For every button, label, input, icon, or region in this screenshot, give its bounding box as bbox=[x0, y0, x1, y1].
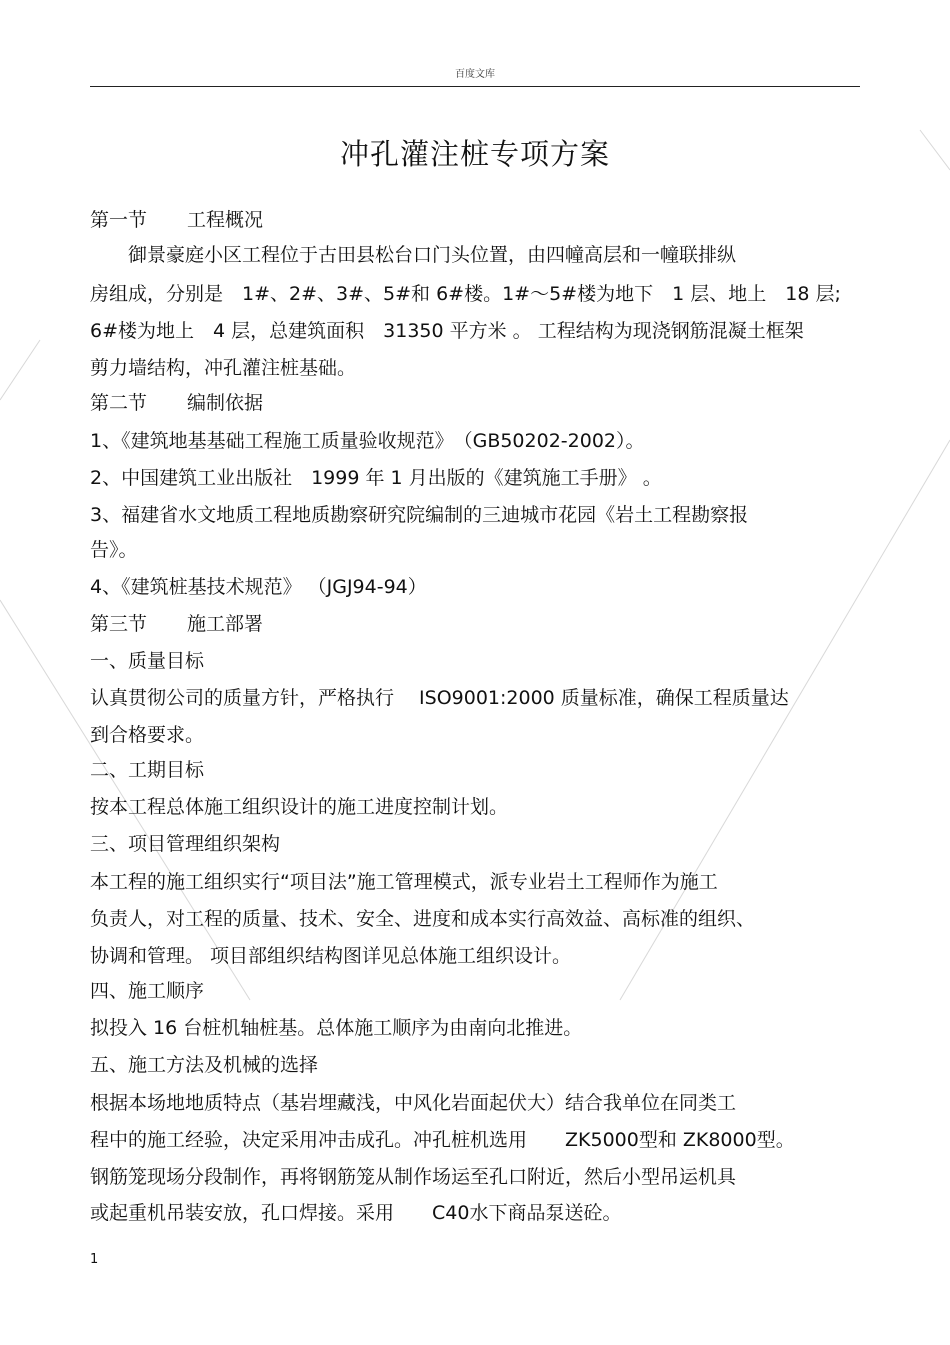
section-number: 第三节 bbox=[90, 613, 148, 635]
page-number: 1 bbox=[90, 1252, 99, 1267]
body-line: 拟投入 16 台桩机轴桩基。总体施工顺序为由南向北推进。 bbox=[90, 1017, 583, 1039]
section-heading-2 bbox=[90, 390, 263, 416]
body-line: 认真贯彻公司的质量方针，严格执行 ISO9001:2000 质量标准，确保工程质量达 bbox=[90, 687, 789, 709]
subheading-quality: 一、质量目标 bbox=[90, 650, 205, 672]
body-line: 本工程的施工组织实行“项目法”施工管理模式，派专业岩土工程师作为施工 bbox=[90, 871, 718, 893]
subheading-sequence: 四、施工顺序 bbox=[90, 980, 205, 1002]
body-line: 到合格要求。 bbox=[90, 724, 205, 746]
section-name: 工程概况 bbox=[187, 209, 264, 231]
subheading-organization: 三、项目管理组织架构 bbox=[90, 833, 281, 855]
body-line: 告》。 bbox=[90, 539, 138, 561]
section-number: 第一节 bbox=[90, 209, 148, 231]
body-line: 协调和管理。 项目部组织结构图详见总体施工组织设计。 bbox=[90, 945, 572, 967]
document-title: 冲孔灌注桩专项方案 bbox=[339, 137, 610, 171]
body-line: 房组成，分别是 1#、2#、3#、5#和 6#楼。1#～5#楼为地下 1 层、地上 18 层; bbox=[90, 283, 841, 305]
body-line: 钢筋笼现场分段制作，再将钢筋笼从制作场运至孔口附近，然后小型吊运机具 bbox=[90, 1166, 737, 1188]
body-line: 或起重机吊装安放，孔口焊接。采用 C40水下商品泵送砼。 bbox=[90, 1202, 622, 1224]
section-heading-1 bbox=[90, 207, 263, 233]
section-heading-3 bbox=[90, 611, 263, 637]
section-name: 施工部署 bbox=[187, 613, 264, 635]
body-line: 程中的施工经验，决定采用冲击成孔。冲孔桩机选用 ZK5000型和 ZK8000型。 bbox=[90, 1129, 795, 1151]
subheading-methods: 五、施工方法及机械的选择 bbox=[90, 1054, 319, 1076]
subheading-schedule: 二、工期目标 bbox=[90, 759, 205, 781]
body-line: 御景豪庭小区工程位于古田县松台口门头位置，由四幢高层和一幢联排纵 bbox=[90, 244, 737, 266]
reference-item: 2、中国建筑工业出版社 1999 年 1 月出版的《建筑施工手册》 。 bbox=[90, 467, 662, 489]
body-line: 剪力墙结构，冲孔灌注桩基础。 bbox=[90, 357, 357, 379]
page-header bbox=[90, 66, 860, 87]
body-line: 负责人，对工程的质量、技术、安全、进度和成本实行高效益、高标准的组织、 bbox=[90, 908, 756, 930]
reference-item: 3、福建省水文地质工程地质勘察研究院编制的三迪城市花园《岩土工程勘察报 bbox=[90, 504, 749, 526]
section-number: 第二节 bbox=[90, 392, 148, 414]
reference-item: 1、《建筑地基基础工程施工质量验收规范》 （GB50202-2002）。 bbox=[90, 430, 645, 452]
body-line: 按本工程总体施工组织设计的施工进度控制计划。 bbox=[90, 796, 509, 818]
header-site-name: 百度文库 bbox=[455, 69, 495, 80]
section-name: 编制依据 bbox=[187, 392, 264, 414]
body-line: 6#楼为地上 4 层，总建筑面积 31350 平方米 。 工程结构为现浇钢筋混凝土框架 bbox=[90, 320, 804, 342]
reference-item: 4、《建筑桩基技术规范》 （JGJ94-94） bbox=[90, 576, 427, 598]
body-line: 根据本场地地质特点（基岩埋藏浅，中风化岩面起伏大）结合我单位在同类工 bbox=[90, 1092, 737, 1114]
